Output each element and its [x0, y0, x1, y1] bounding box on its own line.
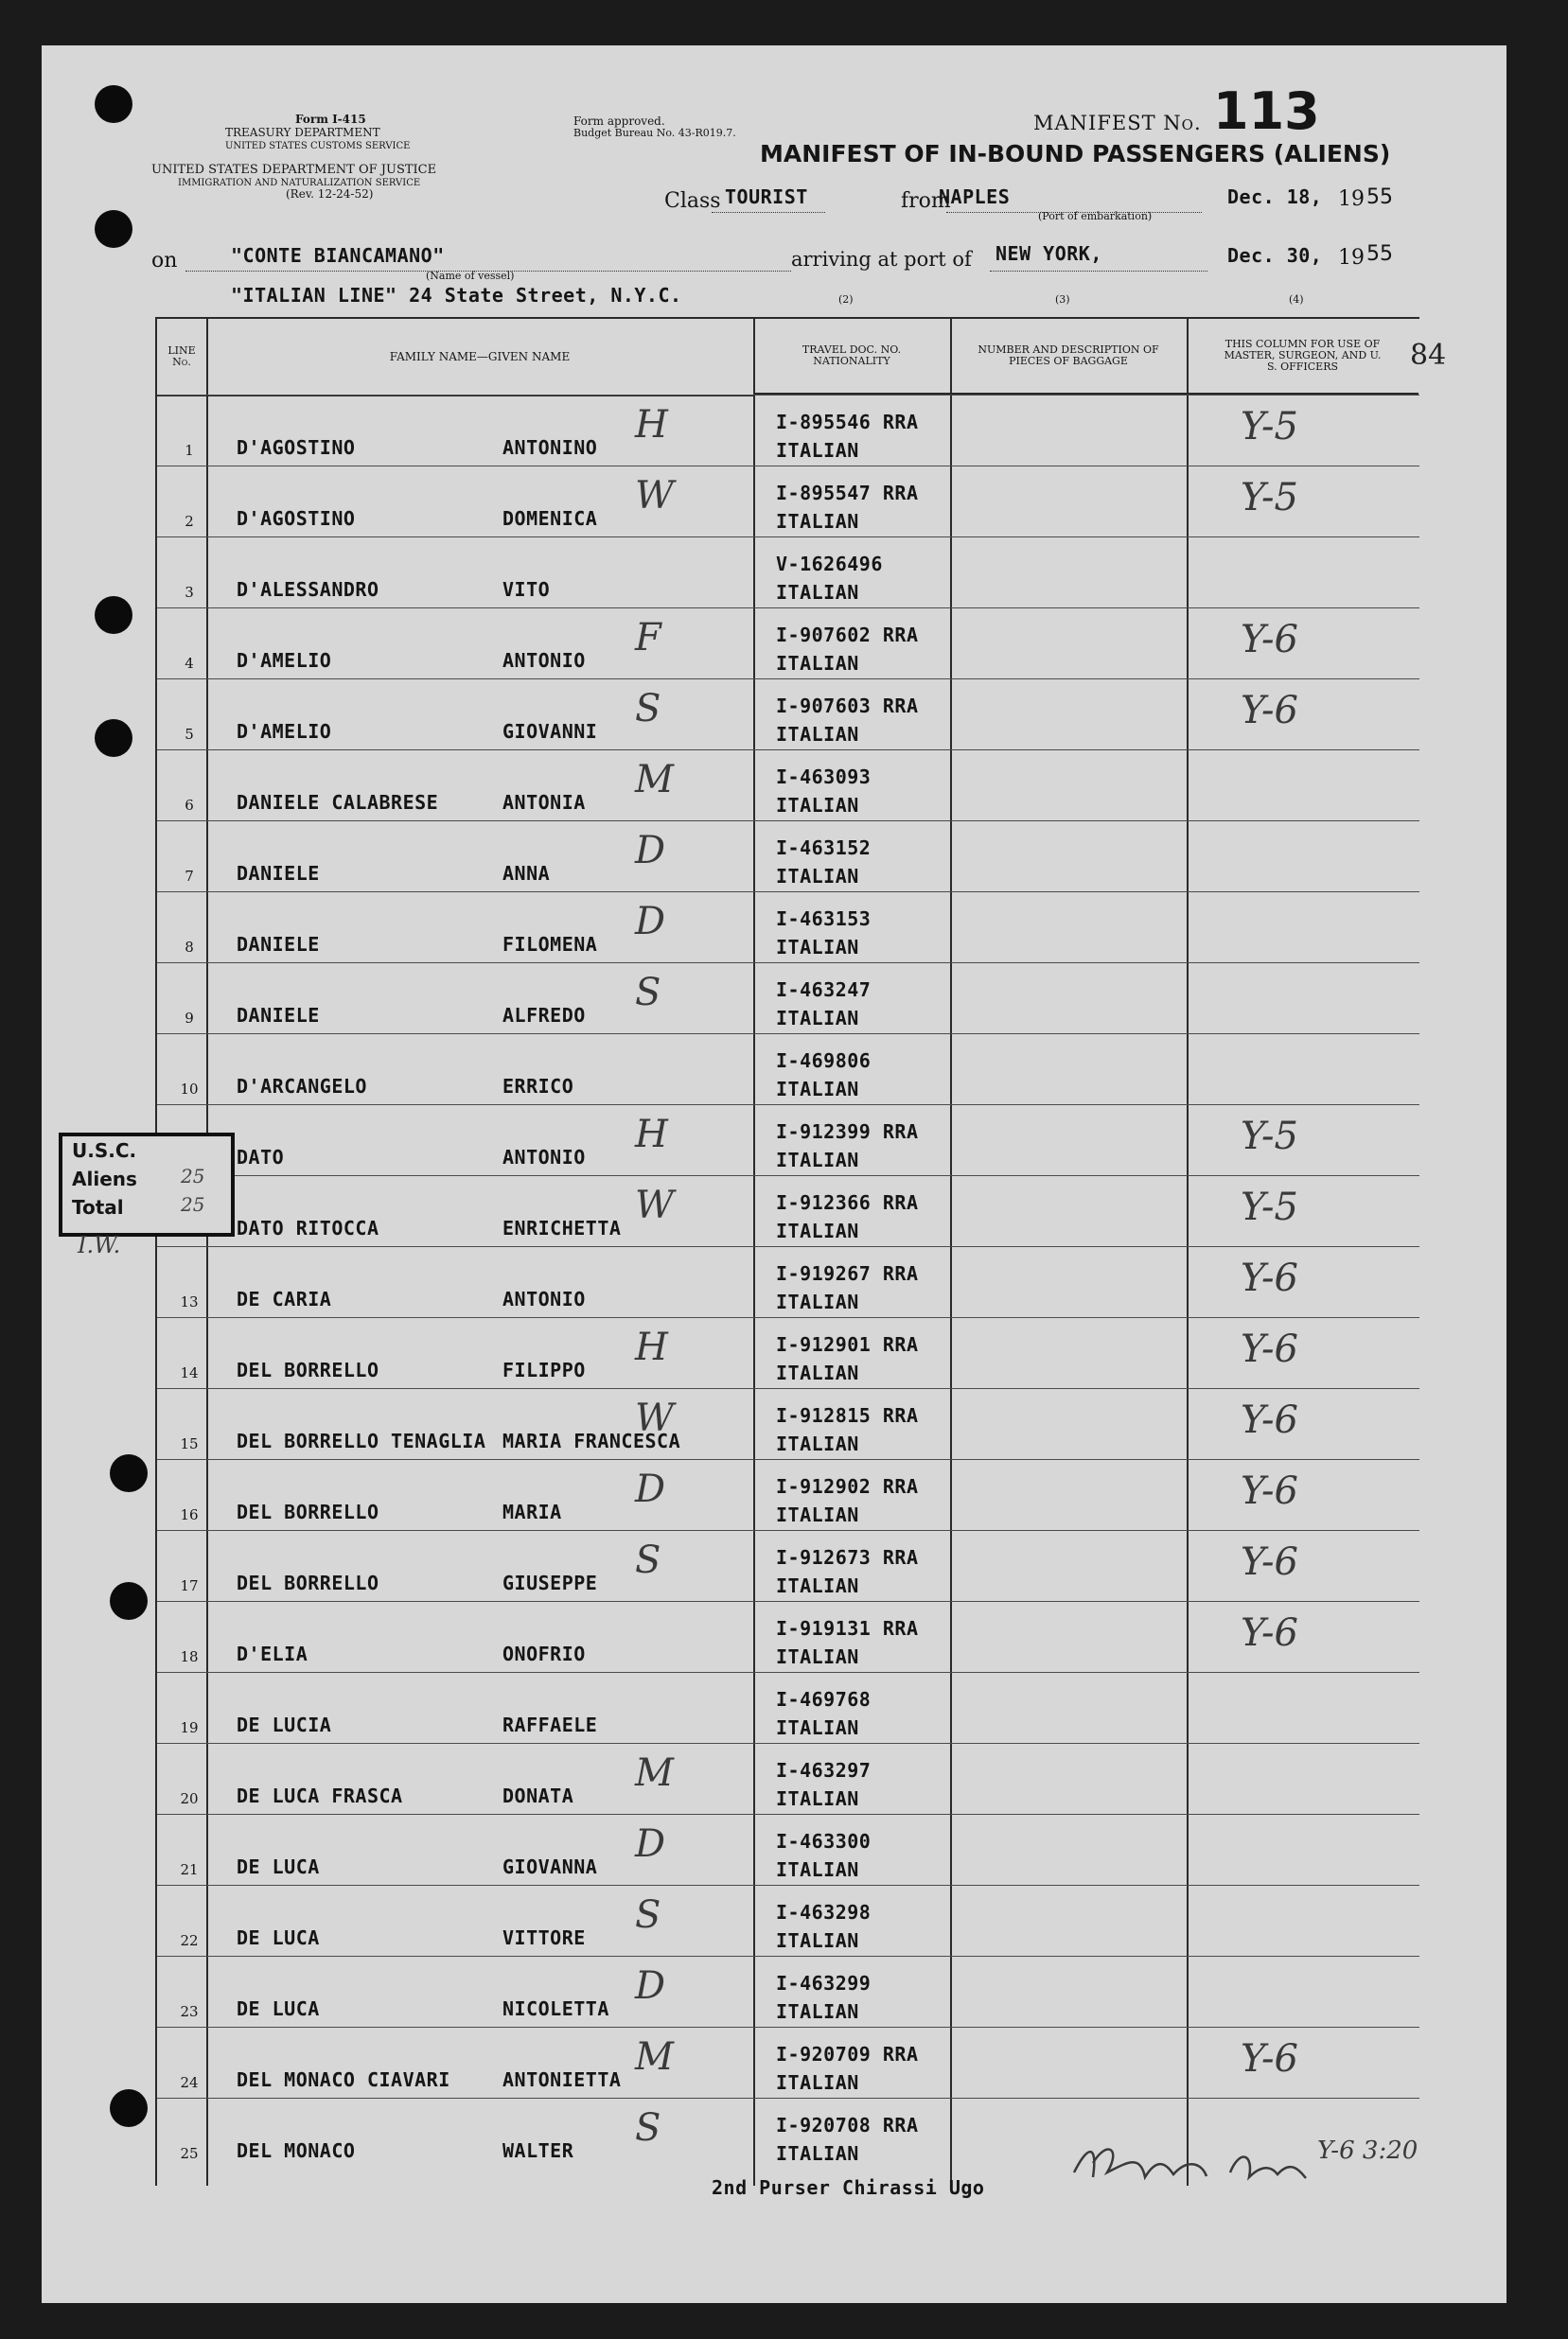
relation-mark: H	[635, 1113, 668, 1156]
relation-mark: W	[635, 1184, 675, 1227]
officer-note: Y-6	[1241, 689, 1298, 732]
line-number: 9	[185, 1010, 194, 1027]
travel-doc-number: I-463298	[776, 1901, 872, 1924]
family-name: DANIELE	[237, 933, 320, 956]
nationality: ITALIAN	[776, 2071, 859, 2094]
officer-note: Y-6	[1241, 1540, 1298, 1584]
relation-mark: M	[635, 1751, 674, 1795]
manifest-title: MANIFEST OF IN-BOUND PASSENGERS (ALIENS)	[760, 140, 1391, 167]
travel-doc-cell	[776, 834, 871, 890]
officer-note: Y-6	[1241, 2037, 1298, 2081]
travel-doc-number: I-469768	[776, 1688, 872, 1711]
given-name: MARIA FRANCESCA	[502, 1430, 681, 1452]
header-officers: THIS COLUMN FOR USE OF MASTER, SURGEON, AND U. S. OFFICERS	[1187, 319, 1418, 395]
nationality: ITALIAN	[776, 652, 859, 675]
line-number: 20	[180, 1790, 199, 1807]
justice-dept: UNITED STATES DEPARTMENT OF JUSTICE	[151, 163, 437, 177]
relation-mark: H	[635, 403, 668, 447]
table-row	[157, 1246, 1419, 1318]
family-name: DE LUCA	[237, 1997, 320, 2020]
family-name: DE LUCIA	[237, 1714, 332, 1736]
nationality: ITALIAN	[776, 1078, 859, 1100]
nationality: ITALIAN	[776, 1220, 859, 1242]
travel-doc-number: I-919267 RRA	[776, 1262, 919, 1285]
depart-date: Dec. 18,	[1227, 185, 1323, 208]
line-number: 8	[185, 939, 194, 956]
line-number: 21	[180, 1861, 199, 1878]
travel-doc-cell	[776, 763, 871, 819]
shipping-line: "ITALIAN LINE" 24 State Street, N.Y.C.	[231, 284, 682, 307]
line-number: 23	[180, 2003, 199, 2020]
from-label: from	[901, 189, 951, 213]
officer-note: Y-6	[1241, 618, 1298, 661]
travel-doc-cell	[776, 479, 919, 536]
given-name: ANNA	[502, 862, 551, 885]
nationality: ITALIAN	[776, 439, 859, 462]
travel-doc-number: I-912366 RRA	[776, 1191, 919, 1214]
table-row	[157, 678, 1419, 750]
given-name: GIOVANNA	[502, 1855, 598, 1878]
table-row	[157, 1459, 1419, 1531]
stamp-note: I.W.	[78, 1232, 121, 1258]
port-embarkation: NAPLES	[939, 185, 1011, 208]
family-name: DE LUCA FRASCA	[237, 1785, 403, 1807]
stamp-aliens-value: 25	[181, 1165, 205, 1187]
given-name: ANTONIO	[502, 649, 586, 672]
punch-hole	[95, 596, 132, 634]
manifest-label: MANIFEST No.	[1033, 112, 1202, 134]
travel-doc-number: I-895547 RRA	[776, 482, 919, 504]
travel-doc-number: I-912902 RRA	[776, 1475, 919, 1498]
travel-doc-cell	[776, 1117, 919, 1174]
officer-note: Y-5	[1241, 476, 1298, 519]
nationality: ITALIAN	[776, 1007, 859, 1029]
stamp-aliens-label: Aliens	[72, 1168, 137, 1190]
depart-year-prefix: 19	[1338, 187, 1365, 211]
given-name: VITTORE	[502, 1926, 586, 1949]
given-name: GIOVANNI	[502, 720, 598, 743]
table-row	[157, 962, 1419, 1034]
line-number: 22	[180, 1932, 199, 1949]
table-row	[157, 749, 1419, 821]
officer-note: Y-5	[1241, 1186, 1298, 1229]
nationality: ITALIAN	[776, 1645, 859, 1668]
stamp-usc-label: U.S.C.	[72, 1139, 137, 1162]
line-number: 4	[185, 655, 194, 672]
table-row	[157, 536, 1419, 608]
family-name: D'AGOSTINO	[237, 507, 356, 530]
nationality: ITALIAN	[776, 1929, 859, 1952]
vessel-caption: (Name of vessel)	[426, 270, 515, 282]
punch-hole	[95, 85, 132, 123]
nationality: ITALIAN	[776, 1574, 859, 1597]
travel-doc-number: I-895546 RRA	[776, 411, 919, 433]
relation-mark: D	[635, 829, 666, 872]
given-name: FILOMENA	[502, 933, 598, 956]
table-row	[157, 1317, 1419, 1389]
punch-hole	[110, 1582, 148, 1620]
treasury-dept: TREASURY DEPARTMENT	[225, 126, 380, 139]
table-row	[157, 1530, 1419, 1602]
arriving-label: arriving at port of	[791, 248, 972, 271]
given-name: ONOFRIO	[502, 1643, 586, 1665]
given-name: ANTONIA	[502, 791, 586, 814]
nationality: ITALIAN	[776, 510, 859, 533]
travel-doc-number: I-463152	[776, 836, 872, 859]
officer-note: Y-6	[1241, 1257, 1298, 1300]
budget-bureau: Budget Bureau No. 43-R019.7.	[573, 127, 736, 139]
purser-name: 2nd Purser Chirassi Ugo	[712, 2176, 985, 2199]
on-label: on	[151, 249, 178, 273]
family-name: D'AMELIO	[237, 720, 332, 743]
nationality: ITALIAN	[776, 2142, 859, 2165]
travel-doc-number: I-469806	[776, 1049, 872, 1072]
travel-doc-cell	[776, 2040, 919, 2097]
nationality: ITALIAN	[776, 865, 859, 888]
travel-doc-cell	[776, 905, 871, 961]
travel-doc-cell	[776, 1543, 919, 1600]
travel-doc-number: I-912901 RRA	[776, 1333, 919, 1356]
family-name: DATO RITOCCA	[237, 1217, 379, 1240]
relation-mark: F	[635, 616, 661, 659]
travel-doc-cell	[776, 1046, 871, 1103]
travel-doc-number: I-907602 RRA	[776, 624, 919, 646]
line-number: 25	[180, 2145, 199, 2162]
relation-mark: S	[635, 1539, 661, 1582]
depart-year: 55	[1366, 185, 1393, 209]
table-row	[157, 1104, 1419, 1176]
relation-mark: W	[635, 474, 675, 518]
margin-note: 84	[1410, 339, 1447, 372]
family-name: DEL MONACO	[237, 2139, 356, 2162]
travel-doc-cell	[776, 2111, 919, 2168]
table-row	[157, 1672, 1419, 1744]
family-name: DANIELE CALABRESE	[237, 791, 439, 814]
class-label: Class	[664, 189, 721, 213]
relation-mark: H	[635, 1326, 668, 1369]
family-name: D'ALESSANDRO	[237, 578, 379, 601]
travel-doc-number: I-920709 RRA	[776, 2043, 919, 2066]
given-name: ANTONIETTA	[502, 2068, 622, 2091]
punch-hole	[95, 719, 132, 757]
line-number: 1	[185, 442, 194, 459]
port-embarkation-caption: (Port of embarkation)	[1038, 210, 1153, 222]
family-name: DEL MONACO CIAVARI	[237, 2068, 450, 2091]
passenger-table	[155, 317, 1419, 2186]
punch-hole	[110, 2089, 148, 2127]
punch-hole	[95, 210, 132, 248]
nationality: ITALIAN	[776, 1362, 859, 1384]
given-name: ANTONIO	[502, 1146, 586, 1169]
relation-mark: M	[635, 758, 674, 801]
travel-doc-cell	[776, 1401, 919, 1458]
line-number: 19	[180, 1719, 199, 1736]
line-number: 3	[185, 584, 194, 601]
nationality: ITALIAN	[776, 1291, 859, 1313]
family-name: DATO	[237, 1146, 285, 1169]
relation-mark: S	[635, 971, 661, 1014]
table-row	[157, 820, 1419, 892]
table-row	[157, 1743, 1419, 1815]
travel-doc-number: V-1626496	[776, 553, 883, 575]
family-name: DE CARIA	[237, 1288, 332, 1310]
header-name: FAMILY NAME—GIVEN NAME	[206, 319, 753, 396]
line-number: 24	[180, 2074, 199, 2091]
form-approved: Form approved.	[573, 114, 665, 128]
family-name: D'AGOSTINO	[237, 436, 356, 459]
travel-doc-number: I-907603 RRA	[776, 695, 919, 717]
line-number: 16	[180, 1506, 199, 1523]
arrival-year: 55	[1366, 242, 1393, 266]
travel-doc-cell	[776, 1188, 919, 1245]
arrival-date: Dec. 30,	[1227, 244, 1323, 267]
table-row	[157, 1601, 1419, 1673]
relation-mark: D	[635, 1964, 666, 2008]
table-row	[157, 607, 1419, 679]
officer-note: Y-5	[1241, 405, 1298, 448]
table-row	[157, 1388, 1419, 1460]
stamp-total-value: 25	[181, 1193, 205, 1216]
form-number: Form I-415	[295, 113, 366, 126]
travel-doc-cell	[776, 621, 919, 677]
nationality: ITALIAN	[776, 1149, 859, 1171]
line-number: 18	[180, 1648, 199, 1665]
arrival-year-prefix: 19	[1338, 246, 1365, 270]
line-number: 6	[185, 797, 194, 814]
line-number: 15	[180, 1435, 199, 1452]
table-row	[157, 1885, 1419, 1957]
class-value: TOURIST	[725, 185, 808, 208]
given-name: WALTER	[502, 2139, 574, 2162]
travel-doc-number: I-919131 RRA	[776, 1617, 919, 1640]
given-name: ANTONINO	[502, 436, 598, 459]
travel-doc-cell	[776, 1969, 871, 2026]
nationality: ITALIAN	[776, 936, 859, 958]
family-name: D'AMELIO	[237, 649, 332, 672]
table-row	[157, 1033, 1419, 1105]
nationality: ITALIAN	[776, 1504, 859, 1526]
punch-hole	[110, 1454, 148, 1492]
line-number: 10	[180, 1081, 199, 1098]
family-name: DEL BORRELLO	[237, 1572, 379, 1594]
given-name: GIUSEPPE	[502, 1572, 598, 1594]
family-name: DEL BORRELLO TENAGLIA	[237, 1430, 486, 1452]
table-row	[157, 2027, 1419, 2099]
ins-service: IMMIGRATION AND NATURALIZATION SERVICE	[178, 178, 421, 188]
table-row	[157, 466, 1419, 537]
nationality: ITALIAN	[776, 2000, 859, 2023]
given-name: ANTONIO	[502, 1288, 586, 1310]
inspector-note: Y-6 3:20	[1317, 2137, 1418, 2165]
nationality: ITALIAN	[776, 1858, 859, 1881]
travel-doc-number: I-463093	[776, 765, 872, 788]
officer-note: Y-6	[1241, 1398, 1298, 1442]
header-baggage: NUMBER AND DESCRIPTION OF PIECES OF BAGGAGE	[950, 319, 1187, 395]
nationality: ITALIAN	[776, 581, 859, 604]
travel-doc-number: I-463300	[776, 1830, 872, 1853]
travel-doc-number: I-912673 RRA	[776, 1546, 919, 1569]
travel-doc-cell	[776, 1330, 919, 1387]
header-travel-doc: TRAVEL DOC. NO. NATIONALITY	[753, 319, 950, 395]
family-name: DANIELE	[237, 862, 320, 885]
col-num-4: (4)	[1289, 293, 1304, 306]
relation-mark: S	[635, 687, 661, 730]
travel-doc-number: I-912399 RRA	[776, 1120, 919, 1143]
travel-doc-cell	[776, 1685, 871, 1742]
col-num-3: (3)	[1055, 293, 1070, 306]
table-row	[157, 1956, 1419, 2028]
table-row	[157, 395, 1419, 466]
given-name: DOMENICA	[502, 507, 598, 530]
relation-mark: M	[635, 2035, 674, 2079]
table-row	[157, 1175, 1419, 1247]
relation-mark: D	[635, 1468, 666, 1511]
nationality: ITALIAN	[776, 723, 859, 746]
travel-doc-number: I-463297	[776, 1759, 872, 1782]
nationality: ITALIAN	[776, 1433, 859, 1455]
family-name: DANIELE	[237, 1004, 320, 1027]
stamp-total-label: Total	[72, 1196, 124, 1219]
officer-note: Y-6	[1241, 1611, 1298, 1655]
table-row	[157, 891, 1419, 963]
family-name: D'ELIA	[237, 1643, 308, 1665]
given-name: ERRICO	[502, 1075, 574, 1098]
travel-doc-cell	[776, 1756, 871, 1813]
travel-doc-number: I-912815 RRA	[776, 1404, 919, 1427]
travel-doc-cell	[776, 692, 919, 748]
relation-mark: W	[635, 1397, 675, 1440]
officer-note: Y-6	[1241, 1469, 1298, 1513]
travel-doc-cell	[776, 1827, 871, 1884]
given-name: ALFREDO	[502, 1004, 586, 1027]
relation-mark: D	[635, 900, 666, 943]
nationality: ITALIAN	[776, 1716, 859, 1739]
officer-note: Y-5	[1241, 1115, 1298, 1158]
travel-doc-cell	[776, 1614, 919, 1671]
given-name: RAFFAELE	[502, 1714, 598, 1736]
vessel-name: "CONTE BIANCAMANO"	[231, 244, 445, 267]
family-name: DE LUCA	[237, 1855, 320, 1878]
count-stamp	[59, 1133, 235, 1237]
relation-mark: D	[635, 1822, 666, 1866]
travel-doc-number: I-920708 RRA	[776, 2114, 919, 2137]
line-number: 7	[185, 868, 194, 885]
travel-doc-cell	[776, 976, 871, 1032]
manifest-number: 113	[1213, 81, 1320, 141]
family-name: DEL BORRELLO	[237, 1501, 379, 1523]
col-num-2: (2)	[838, 293, 854, 306]
nationality: ITALIAN	[776, 1787, 859, 1810]
given-name: DONATA	[502, 1785, 574, 1807]
given-name: VITO	[502, 578, 551, 601]
given-name: ENRICHETTA	[502, 1217, 622, 1240]
travel-doc-number: I-463153	[776, 907, 872, 930]
line-number: 5	[185, 726, 194, 743]
line-number: 13	[180, 1293, 199, 1310]
family-name: DE LUCA	[237, 1926, 320, 1949]
travel-doc-cell	[776, 550, 883, 607]
travel-doc-number: I-463247	[776, 978, 872, 1001]
line-number: 2	[185, 513, 194, 530]
relation-mark: S	[635, 2106, 661, 2150]
travel-doc-number: I-463299	[776, 1972, 872, 1995]
form-revision: (Rev. 12-24-52)	[286, 187, 374, 201]
travel-doc-cell	[776, 408, 919, 465]
travel-doc-cell	[776, 1472, 919, 1529]
table-row	[157, 1814, 1419, 1886]
line-number: 14	[180, 1364, 199, 1381]
officer-note: Y-6	[1241, 1328, 1298, 1371]
family-name: D'ARCANGELO	[237, 1075, 367, 1098]
given-name: NICOLETTA	[502, 1997, 609, 2020]
customs-service: UNITED STATES CUSTOMS SERVICE	[225, 141, 411, 151]
line-number: 17	[180, 1577, 199, 1594]
travel-doc-cell	[776, 1898, 871, 1955]
travel-doc-cell	[776, 1259, 919, 1316]
header-line-no: LINE No.	[157, 319, 206, 396]
relation-mark: S	[635, 1893, 661, 1937]
nationality: ITALIAN	[776, 794, 859, 817]
given-name: FILIPPO	[502, 1359, 586, 1381]
family-name: DEL BORRELLO	[237, 1359, 379, 1381]
arrival-port: NEW YORK,	[995, 242, 1102, 265]
given-name: MARIA	[502, 1501, 562, 1523]
